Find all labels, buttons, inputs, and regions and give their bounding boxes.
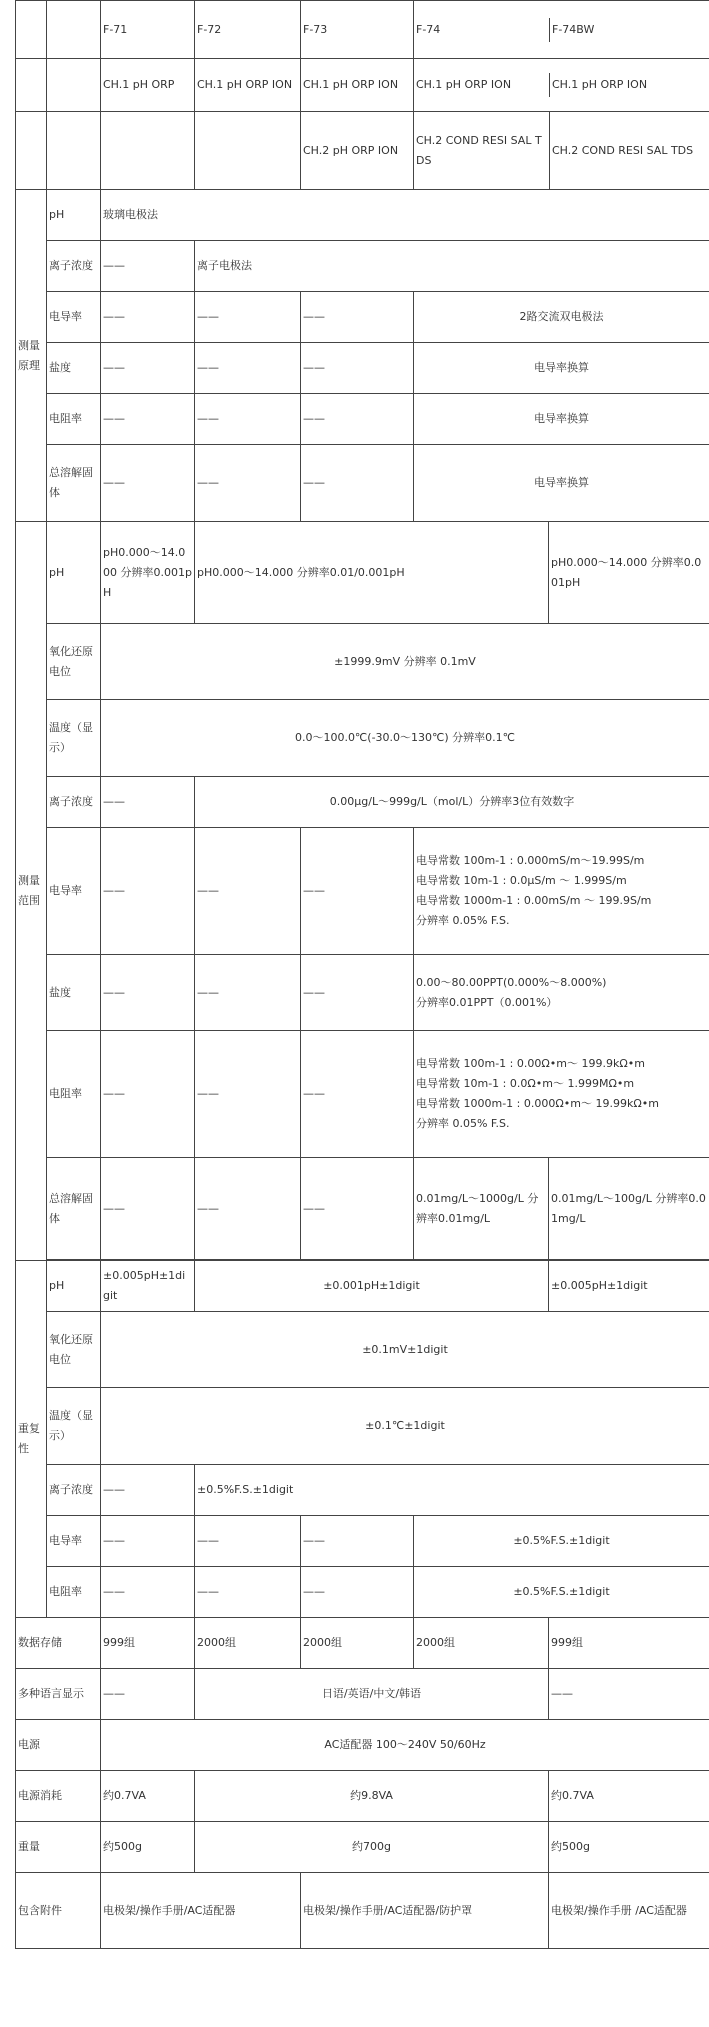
repeat-orp-row	[16, 1312, 709, 1388]
dash-cell: ——	[195, 1567, 301, 1618]
range-cond-row	[16, 828, 709, 955]
dash-cell: ——	[301, 445, 414, 522]
row-label: pH	[47, 190, 101, 241]
repeat-group-label: 重复性	[16, 1261, 47, 1618]
model-name: F-71	[101, 1, 195, 59]
principle-resi-row	[16, 394, 709, 445]
accessories-value: 电极架/操作手册/AC适配器/防护罩	[301, 1873, 549, 1949]
dash-cell: ——	[195, 828, 301, 955]
principle-group-label: 测量原理	[16, 190, 47, 522]
range-sal-line: 0.00～80.00PPT(0.000%～8.000%)	[416, 975, 607, 989]
range-ion-row	[16, 777, 709, 828]
weight-value: 约500g	[549, 1822, 709, 1873]
range-resi-line: 电导常数 1000m-1 : 0.000Ω•m～ 19.99kΩ•m	[416, 1097, 659, 1110]
row-label: pH	[47, 522, 101, 624]
dash-cell: ——	[301, 1031, 414, 1158]
row-label: 电阻率	[47, 1031, 101, 1158]
consumption-row	[16, 1771, 709, 1822]
row-label: 盐度	[47, 955, 101, 1031]
repeat-ph-row	[16, 1261, 709, 1312]
empty-cell	[16, 59, 47, 112]
channel1-row	[16, 59, 709, 112]
dash-cell: ——	[301, 828, 414, 955]
principle-resi-value: 电导率换算	[414, 394, 709, 445]
principle-tds-value: 电导率换算	[414, 445, 709, 522]
consumption-value: 约9.8VA	[195, 1771, 549, 1822]
principle-tds-row	[16, 445, 709, 522]
row-label: 多种语言显示	[16, 1669, 101, 1720]
model-name: F-74	[414, 18, 550, 42]
range-cond-line: 电导常数 100m-1 : 0.000mS/m～19.99S/m	[416, 854, 645, 867]
power-value: AC适配器 100～240V 50/60Hz	[101, 1720, 709, 1771]
dash-cell: ——	[301, 394, 414, 445]
dash-cell: ——	[195, 445, 301, 522]
range-resi-line: 分辨率 0.05% F.S.	[416, 1117, 510, 1130]
repeat-cond-row	[16, 1516, 709, 1567]
empty-cell	[16, 1, 47, 59]
range-cond-line: 电导常数 10m-1 : 0.0μS/m ～ 1.999S/m	[416, 874, 627, 887]
empty-cell	[47, 59, 101, 112]
specification-table	[15, 0, 709, 1949]
principle-sal-row	[16, 343, 709, 394]
principle-ion-value: 离子电极法	[195, 241, 709, 292]
range-sal-line: 分辨率0.01PPT（0.001%）	[416, 995, 558, 1009]
storage-value: 2000组	[301, 1618, 414, 1669]
principle-ph-row	[16, 190, 709, 241]
principle-ph-value: 玻璃电极法	[101, 190, 709, 241]
dash-cell: ——	[101, 445, 195, 522]
dash-cell: ——	[195, 1516, 301, 1567]
dash-cell: ——	[195, 343, 301, 394]
range-tds-f74bw: 0.01mg/L～100g/L 分辨率0.01mg/L	[549, 1158, 709, 1260]
range-ph-row	[16, 522, 709, 624]
weight-value: 约500g	[101, 1822, 195, 1873]
dash-cell: ——	[101, 343, 195, 394]
range-temp-row	[16, 700, 709, 777]
channel1-spec: CH.1 pH ORP ION	[301, 59, 414, 112]
row-label: 电源	[16, 1720, 101, 1771]
range-cond-line: 分辨率 0.05% F.S.	[416, 914, 510, 927]
repeat-ph-f74bw: ±0.005pH±1digit	[549, 1261, 709, 1312]
dash-cell: ——	[301, 955, 414, 1031]
accessories-value: 电极架/操作手册 /AC适配器	[549, 1873, 709, 1949]
channel1-spec: CH.1 pH ORP ION	[552, 78, 648, 91]
row-label: 温度（显示）	[47, 1388, 101, 1465]
row-label: 电导率	[47, 828, 101, 955]
range-sal-row	[16, 955, 709, 1031]
accessories-value: 电极架/操作手册/AC适配器	[101, 1873, 301, 1949]
channel1-spec: CH.1 pH ORP	[101, 59, 195, 112]
language-row	[16, 1669, 709, 1720]
range-ion-value: 0.00μg/L～999g/L（mol/L）分辨率3位有效数字	[195, 777, 709, 828]
principle-sal-value: 电导率换算	[414, 343, 709, 394]
row-label: 电源消耗	[16, 1771, 101, 1822]
repeat-ph-f71: ±0.005pH±1digit	[101, 1261, 195, 1312]
principle-ion-row	[16, 241, 709, 292]
storage-value: 999组	[549, 1618, 709, 1669]
storage-value: 2000组	[195, 1618, 301, 1669]
repeat-resi-row	[16, 1567, 709, 1618]
dash-cell: ——	[195, 1031, 301, 1158]
dash-cell: ——	[101, 1516, 195, 1567]
model-name: F-73	[301, 1, 414, 59]
row-label: 离子浓度	[47, 1465, 101, 1516]
row-label: 氧化还原电位	[47, 624, 101, 700]
range-resi-line: 电导常数 100m-1 : 0.00Ω•m～ 199.9kΩ•m	[416, 1057, 645, 1070]
range-temp-value: 0.0～100.0℃(-30.0～130℃) 分辨率0.1℃	[101, 700, 709, 777]
dash-cell: ——	[101, 777, 195, 828]
range-tds-f74: 0.01mg/L～1000g/L 分辨率0.01mg/L	[414, 1158, 549, 1260]
empty-cell	[16, 112, 47, 190]
row-label: 数据存储	[16, 1618, 101, 1669]
range-resi-line: 电导常数 10m-1 : 0.0Ω•m～ 1.999MΩ•m	[416, 1077, 635, 1090]
row-label: 氧化还原电位	[47, 1312, 101, 1388]
empty-cell	[47, 1, 101, 59]
empty-cell	[47, 112, 101, 190]
principle-cond-value: 2路交流双电极法	[414, 292, 709, 343]
dash-cell: ——	[195, 955, 301, 1031]
weight-value: 约700g	[195, 1822, 549, 1873]
row-label: 电阻率	[47, 394, 101, 445]
channel2-spec	[101, 112, 195, 190]
range-orp-row	[16, 624, 709, 700]
consumption-value: 约0.7VA	[101, 1771, 195, 1822]
row-label: 重量	[16, 1822, 101, 1873]
dash-cell: ——	[301, 1158, 414, 1260]
range-tds-row	[16, 1158, 709, 1260]
row-label: 离子浓度	[47, 241, 101, 292]
channel2-spec	[195, 112, 301, 190]
repeat-ion-row	[16, 1465, 709, 1516]
dash-cell: ——	[301, 1516, 414, 1567]
range-ph-mid: pH0.000～14.000 分辨率0.01/0.001pH	[195, 522, 549, 624]
row-label: 电阻率	[47, 1567, 101, 1618]
dash-cell: ——	[195, 292, 301, 343]
language-value: 日语/英语/中文/韩语	[195, 1669, 549, 1720]
dash-cell: ——	[301, 292, 414, 343]
channel2-spec: CH.2 COND RESI SAL TDS	[552, 143, 694, 157]
range-ph-f74bw: pH0.000～14.000 分辨率0.001pH	[549, 522, 709, 624]
repeat-temp-value: ±0.1℃±1digit	[101, 1388, 709, 1465]
row-label: 离子浓度	[47, 777, 101, 828]
consumption-value: 约0.7VA	[549, 1771, 709, 1822]
range-group-label: 测量范围	[16, 522, 47, 1261]
channel2-spec: CH.2 pH ORP ION	[301, 112, 414, 190]
range-orp-value: ±1999.9mV 分辨率 0.1mV	[101, 624, 709, 700]
dash-cell: ——	[101, 1031, 195, 1158]
range-ph-f71: pH0.000～14.000 分辨率0.001pH	[101, 522, 195, 624]
dash-cell: ——	[101, 241, 195, 292]
dash-cell: ——	[195, 1158, 301, 1260]
storage-value: 2000组	[414, 1618, 549, 1669]
dash-cell: ——	[101, 828, 195, 955]
channel1-spec: CH.1 pH ORP ION	[414, 73, 550, 97]
row-label: 总溶解固体	[47, 1158, 101, 1260]
channel2-row	[16, 112, 709, 190]
repeat-ph-mid: ±0.001pH±1digit	[195, 1261, 549, 1312]
dash-cell: ——	[549, 1669, 709, 1720]
range-cond-value	[414, 828, 709, 955]
dash-cell: ——	[101, 1567, 195, 1618]
range-resi-row	[16, 1031, 709, 1158]
range-resi-value	[414, 1031, 709, 1158]
dash-cell: ——	[101, 394, 195, 445]
power-row	[16, 1720, 709, 1771]
repeat-temp-row	[16, 1388, 709, 1465]
row-label: 盐度	[47, 343, 101, 394]
range-sal-value	[414, 955, 709, 1031]
dash-cell: ——	[101, 1669, 195, 1720]
model-name: F-74BW	[552, 22, 595, 36]
weight-row	[16, 1822, 709, 1873]
channel1-spec: CH.1 pH ORP ION	[195, 59, 301, 112]
accessories-row	[16, 1873, 709, 1949]
row-label: pH	[47, 1261, 101, 1312]
row-label: 温度（显示）	[47, 700, 101, 777]
model-name: F-72	[195, 1, 301, 59]
dash-cell: ——	[301, 1567, 414, 1618]
dash-cell: ——	[195, 394, 301, 445]
channel2-spec: CH.2 COND RESI SAL TDS	[414, 112, 550, 189]
row-label: 总溶解固体	[47, 445, 101, 522]
range-cond-line: 电导常数 1000m-1 : 0.00mS/m ～ 199.9S/m	[416, 894, 652, 907]
row-label: 包含附件	[16, 1873, 101, 1949]
row-label: 电导率	[47, 1516, 101, 1567]
dash-cell: ——	[101, 955, 195, 1031]
dash-cell: ——	[301, 343, 414, 394]
dash-cell: ——	[101, 1465, 195, 1516]
row-label: 电导率	[47, 292, 101, 343]
principle-cond-row	[16, 292, 709, 343]
repeat-resi-value: ±0.5%F.S.±1digit	[414, 1567, 709, 1618]
storage-row	[16, 1618, 709, 1669]
repeat-cond-value: ±0.5%F.S.±1digit	[414, 1516, 709, 1567]
dash-cell: ——	[101, 1158, 195, 1260]
dash-cell: ——	[101, 292, 195, 343]
storage-value: 999组	[101, 1618, 195, 1669]
model-row	[16, 1, 709, 59]
repeat-orp-value: ±0.1mV±1digit	[101, 1312, 709, 1388]
repeat-ion-value: ±0.5%F.S.±1digit	[195, 1465, 709, 1516]
